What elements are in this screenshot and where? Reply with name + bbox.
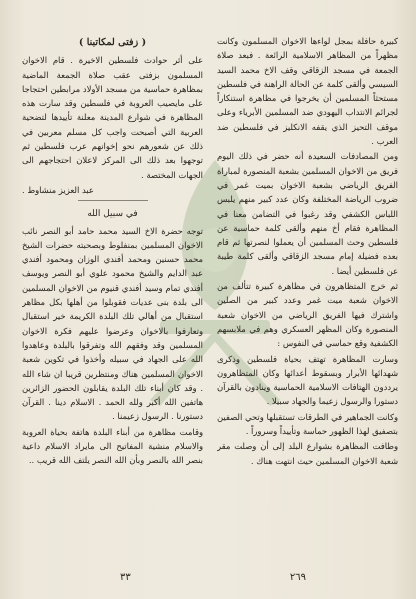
paragraph: وقامت مظاهرة من أبناء البلدة هاتفة بحياة العروبة والاسلام منشية المفاتيح الى مايراد الاسلام داعية بنصر الله بالنصر وبأن الله النصر يلتف الله قريب ..: [22, 426, 203, 466]
paragraph: على أثر حوادث فلسطين الاخيرة . قام الاخوان المسلمون بزفتى عقب صلاة الجمعة الماضية بمظاهرة حماسية من مسجد الأولاد مرابطين احتجاجا على مايصيب العروبة في فلسطين وقد سارت هذه المظاهرة في شوارع المدينة معلنة تأييدها لتضحية العربية التي أصبحت واجب كل مسلم معربين في ذلك عن شعورهم نحو إخوانهم عرب فلسطين ثم توجهوا بعد ذلك الى المركز لاعلان احتجاجهم الى الجهات المختصة .: [22, 55, 203, 180]
divider: [78, 200, 148, 201]
paragraph: وسارت المظاهرة تهتف بحياة فلسطين وذكرى شهدائها الأبرار وبسقوط أعدائها وكان المتظاهرون يرددون الهتافات الاسلامية الحماسية وينادون بالقرآن دستورا والرسول زعيما والجهاد سبيلا .: [217, 353, 398, 407]
section-subheading: في سبيل الله: [87, 209, 138, 220]
section-heading: ( زفتى لمكاتبنا ): [78, 37, 147, 48]
paragraph: وطافت المظاهرة بشوارع البلد إلى أن وصلت مقر شعبة الاخوان المسلمين حيث انتهت هناك .: [217, 441, 398, 466]
page-number-right: ٢٦٩: [289, 572, 306, 583]
paragraph: كبيرة حافلة بمجل لواءها الاخوان المسلمون وكانت مظهراً من المظاهر الاسلامية الرائعة . فبعد صلاة الجمعة في مسجد الزقاقي وقف الاخ محمد السيد السيسي وألقى كلمة عن الحالة الراهنة في فلسطين مستحثاً المسلمين أن يخرجوا في مظاهرة استنكاراً لجرائم الانتداب اليهودي ضد المسلمين الأبرياء وعلى موقف التحيز الذي يقفه الانكليز في فلسطين ضد العرب .: [217, 36, 398, 147]
paragraph: ثم خرج المتظاهرون في مظاهرة كبيرة تتألف من الاخوان شعبة ميت غمر وعدد كبير من الصلين واشترك فيها الفريق الرياضي من الاخوان شعبة المنصورة وكان المظهر العسكري وهم في ملابسهم الكشفية وقع حماسي في النفوس :: [217, 281, 398, 349]
right-column: [217, 34, 398, 579]
left-column: [22, 34, 203, 579]
signature: عبد العزيز منشاوط .: [22, 184, 94, 195]
paragraph: ومن المصادفات السعيدة أنه حضر في ذلك اليوم فريق من الاخوان المسلمين بشعبة المنصورة لمباراة الفريق الرياضي بشعبة الاخوان بميت غمر في ضروب الرياضة المختلفة وكان عدد كبير منهم يلبس اللباس الكشفي وقد رغبوا في التضامن معنا في المظاهرة فقام أخ منهم وألقى كلمة حماسية عن فلسطين وحث المسلمين أن يعملوا لنصرتها ثم قام بعده فضيلة إمام مسجد الزقاقي وألقى كلمة طيبة عن فلسطين أيضا .: [217, 151, 398, 276]
paragraph: وكانت الجماهير في الطرقات تستقبلها وتحي الصفين بتصفيق لهذا الظهور حماسة وتأييداً وسروراً .: [217, 411, 398, 437]
paragraph: توجه حضرة الاخ السيد محمد حامد أبو النصر نائب الاخوان المسلمين بمنفلوط وبصحبته حضرات الشيخ محمد حسنين ومحمد أفندي الوزان ومحمود أفندي عبد الدايم والشيخ محمود علوي أبو النصر ويوسف أفندي تمام وسيد أفندي قنيوم من الاخوان المسلمين الى بلدة بنى عديات فقوبلوا من أهلها بكل مظاهر استقبال من أهالي تلك البلدة الكريمة خير استقبال وتعارفوا بالاخوان وعرضوا عليهم فكرة الاخوان المسلمين وقد وفقهم الله وتفرقوا بالبلدة وعاهدوا الله على الجهاد في سبيله وأخذوا في تكوين شعبة الاخوان المسلمين هناك ومنتظرين قريبا ان شاء الله . وقد كان أبناء تلك البلدة يقابلون الحضور الزائرين هاتفين الله أكبر ولله الحمد . الاسلام دينا . القرآن دستورنا . الرسول زعيمنا .: [22, 225, 203, 422]
page-number-left: ٣٣: [120, 572, 131, 583]
